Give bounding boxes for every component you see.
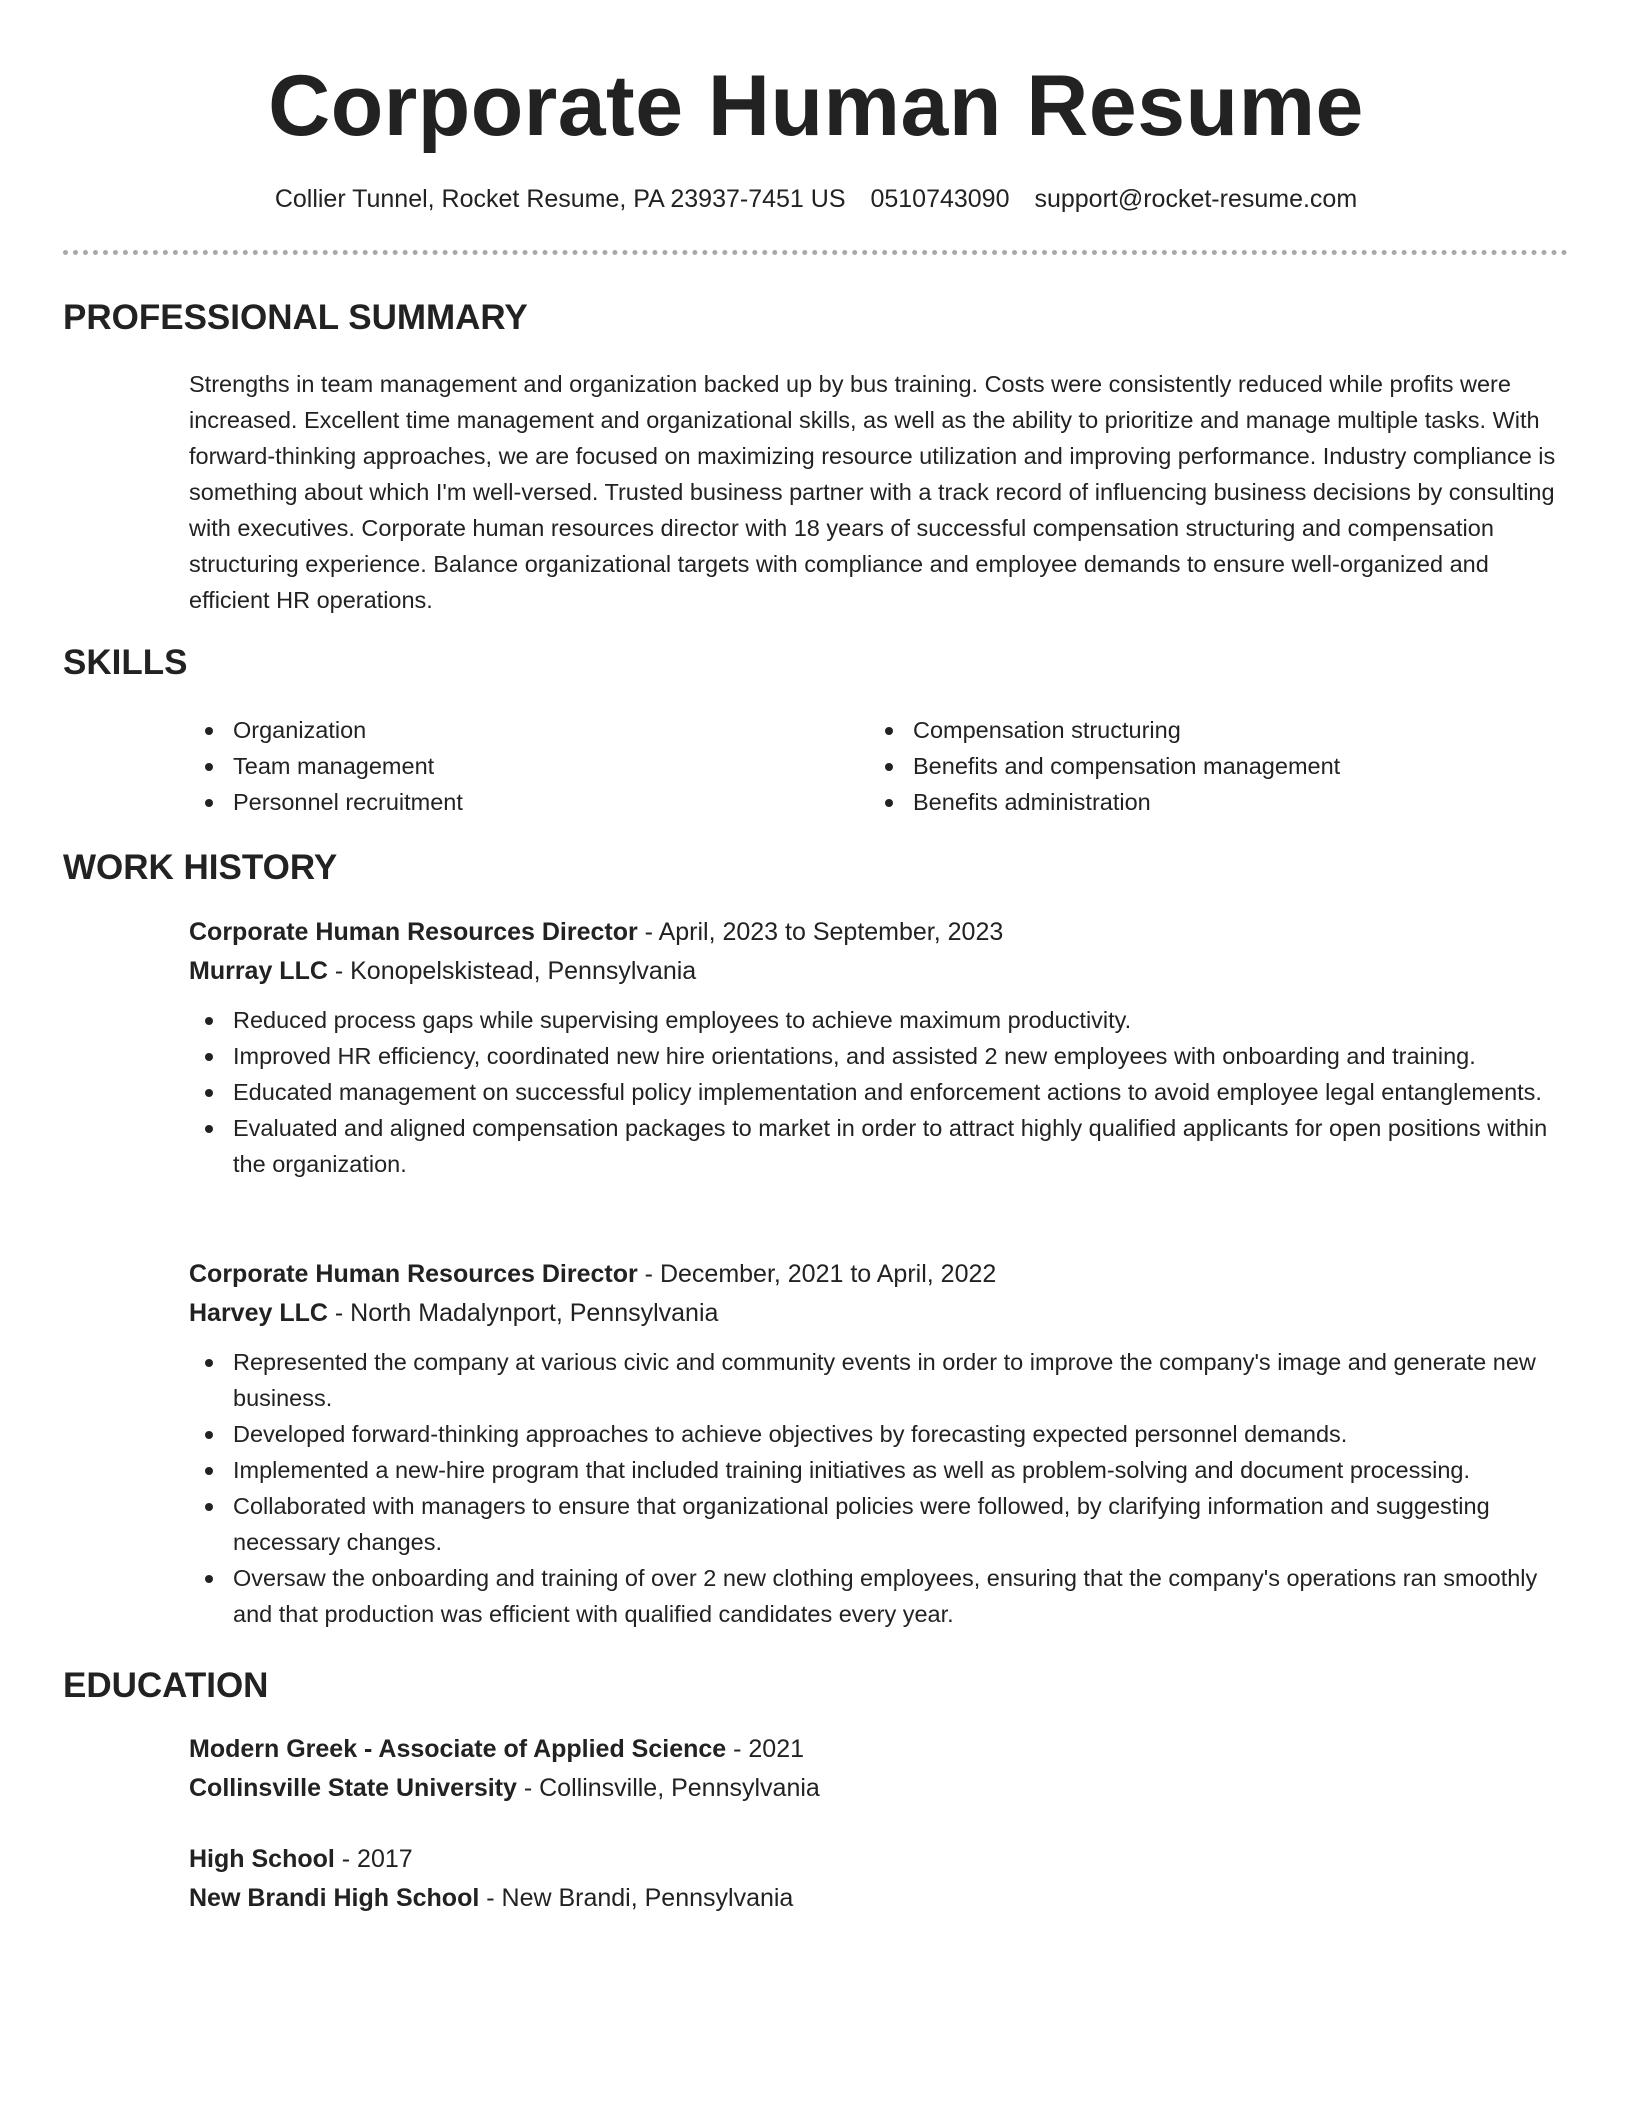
- education-year: - 2017: [334, 1845, 413, 1873]
- job-bullet: Evaluated and aligned compensation packages to market in order to attract highly qualified applicants for open positions within the organization.: [189, 1110, 1569, 1182]
- job-role: Corporate Human Resources Director: [189, 1260, 638, 1288]
- skills-list-right: [869, 712, 1569, 820]
- job-company-line: [189, 1294, 1569, 1333]
- education-degree: High School: [189, 1845, 335, 1873]
- education-entry: [189, 1730, 1569, 1808]
- contact-phone: 0510743090: [870, 185, 1010, 213]
- job-bullet: Educated management on successful policy implementation and enforcement actions to avoid employee legal entanglements.: [189, 1074, 1569, 1110]
- job-bullet: Collaborated with managers to ensure that organizational policies were followed, by clarifying information and suggesting necessary changes.: [189, 1488, 1569, 1560]
- education-degree: Modern Greek - Associate of Applied Science: [189, 1735, 727, 1763]
- education-school-line: [189, 1769, 1569, 1808]
- skill-item: Team management: [189, 748, 849, 784]
- candidate-name: Corporate Human Resume: [268, 58, 1364, 154]
- job-bullet: Reduced process gaps while supervising employees to achieve maximum productivity.: [189, 1002, 1569, 1038]
- summary-text: Strengths in team management and organization backed up by bus training. Costs were consistently reduced while profits were increased. Excellent time management and organizational skills, as well as the ability to prioritize and manage multiple tasks. With forward-thinking approaches, we are focused on maximizing resource utilization and improving performance. Industry compliance is something about which I'm well-versed. Trusted business partner with a track record of influencing business decisions by consulting with executives. Corporate human resources director with 18 years of successful compensation structuring and compensation structuring experience. Balance organizational targets with compliance and employee demands to ensure well-organized and efficient HR operations.: [189, 371, 1556, 613]
- contact-info: [0, 182, 1632, 216]
- job-title-line: [189, 913, 1569, 952]
- header-divider: [63, 250, 1568, 255]
- job-company-line: [189, 952, 1569, 991]
- job-dates: - April, 2023 to September, 2023: [637, 918, 1004, 946]
- skill-item: Benefits and compensation management: [869, 748, 1569, 784]
- education-year: - 2021: [726, 1735, 805, 1763]
- education-school-line: [189, 1879, 1569, 1918]
- contact-address: Collier Tunnel, Rocket Resume, PA 23937-7451 US: [274, 185, 846, 213]
- education-location: - Collinsville, Pennsylvania: [516, 1774, 820, 1802]
- job-location: - Konopelskistead, Pennsylvania: [327, 957, 697, 985]
- job-entry: [189, 913, 1569, 1182]
- section-title-education: EDUCATION: [63, 1666, 269, 1705]
- education-school: New Brandi High School: [189, 1884, 480, 1912]
- skill-item: Compensation structuring: [869, 712, 1569, 748]
- job-bullets: [189, 1344, 1569, 1632]
- job-entry: [189, 1255, 1569, 1632]
- job-location: - North Madalynport, Pennsylvania: [327, 1299, 719, 1327]
- section-title-summary: PROFESSIONAL SUMMARY: [63, 298, 528, 337]
- job-company: Murray LLC: [189, 957, 328, 985]
- job-role: Corporate Human Resources Director: [189, 918, 638, 946]
- job-bullet: Oversaw the onboarding and training of over 2 new clothing employees, ensuring that the company's operations ran smoothly and that production was efficient with qualified candidates every year.: [189, 1560, 1569, 1632]
- education-school: Collinsville State University: [189, 1774, 517, 1802]
- job-bullet: Implemented a new-hire program that included training initiatives as well as problem-solving and document processing.: [189, 1452, 1569, 1488]
- education-degree-line: [189, 1840, 1569, 1879]
- education-entry: [189, 1840, 1569, 1918]
- job-bullet: Improved HR efficiency, coordinated new hire orientations, and assisted 2 new employees with onboarding and training.: [189, 1038, 1569, 1074]
- job-company: Harvey LLC: [189, 1299, 328, 1327]
- job-dates: - December, 2021 to April, 2022: [637, 1260, 997, 1288]
- skills-list-left: [189, 712, 849, 820]
- skill-item: Benefits administration: [869, 784, 1569, 820]
- contact-email: support@rocket-resume.com: [1034, 185, 1358, 213]
- job-bullet: Represented the company at various civic and community events in order to improve the company's image and generate new business.: [189, 1344, 1569, 1416]
- section-title-skills: SKILLS: [63, 643, 188, 682]
- job-bullets: [189, 1002, 1569, 1182]
- job-title-line: [189, 1255, 1569, 1294]
- job-bullet: Developed forward-thinking approaches to achieve objectives by forecasting expected personnel demands.: [189, 1416, 1569, 1452]
- education-degree-line: [189, 1730, 1569, 1769]
- section-title-work: WORK HISTORY: [63, 848, 338, 887]
- education-location: - New Brandi, Pennsylvania: [479, 1884, 794, 1912]
- skill-item: Personnel recruitment: [189, 784, 849, 820]
- skill-item: Organization: [189, 712, 849, 748]
